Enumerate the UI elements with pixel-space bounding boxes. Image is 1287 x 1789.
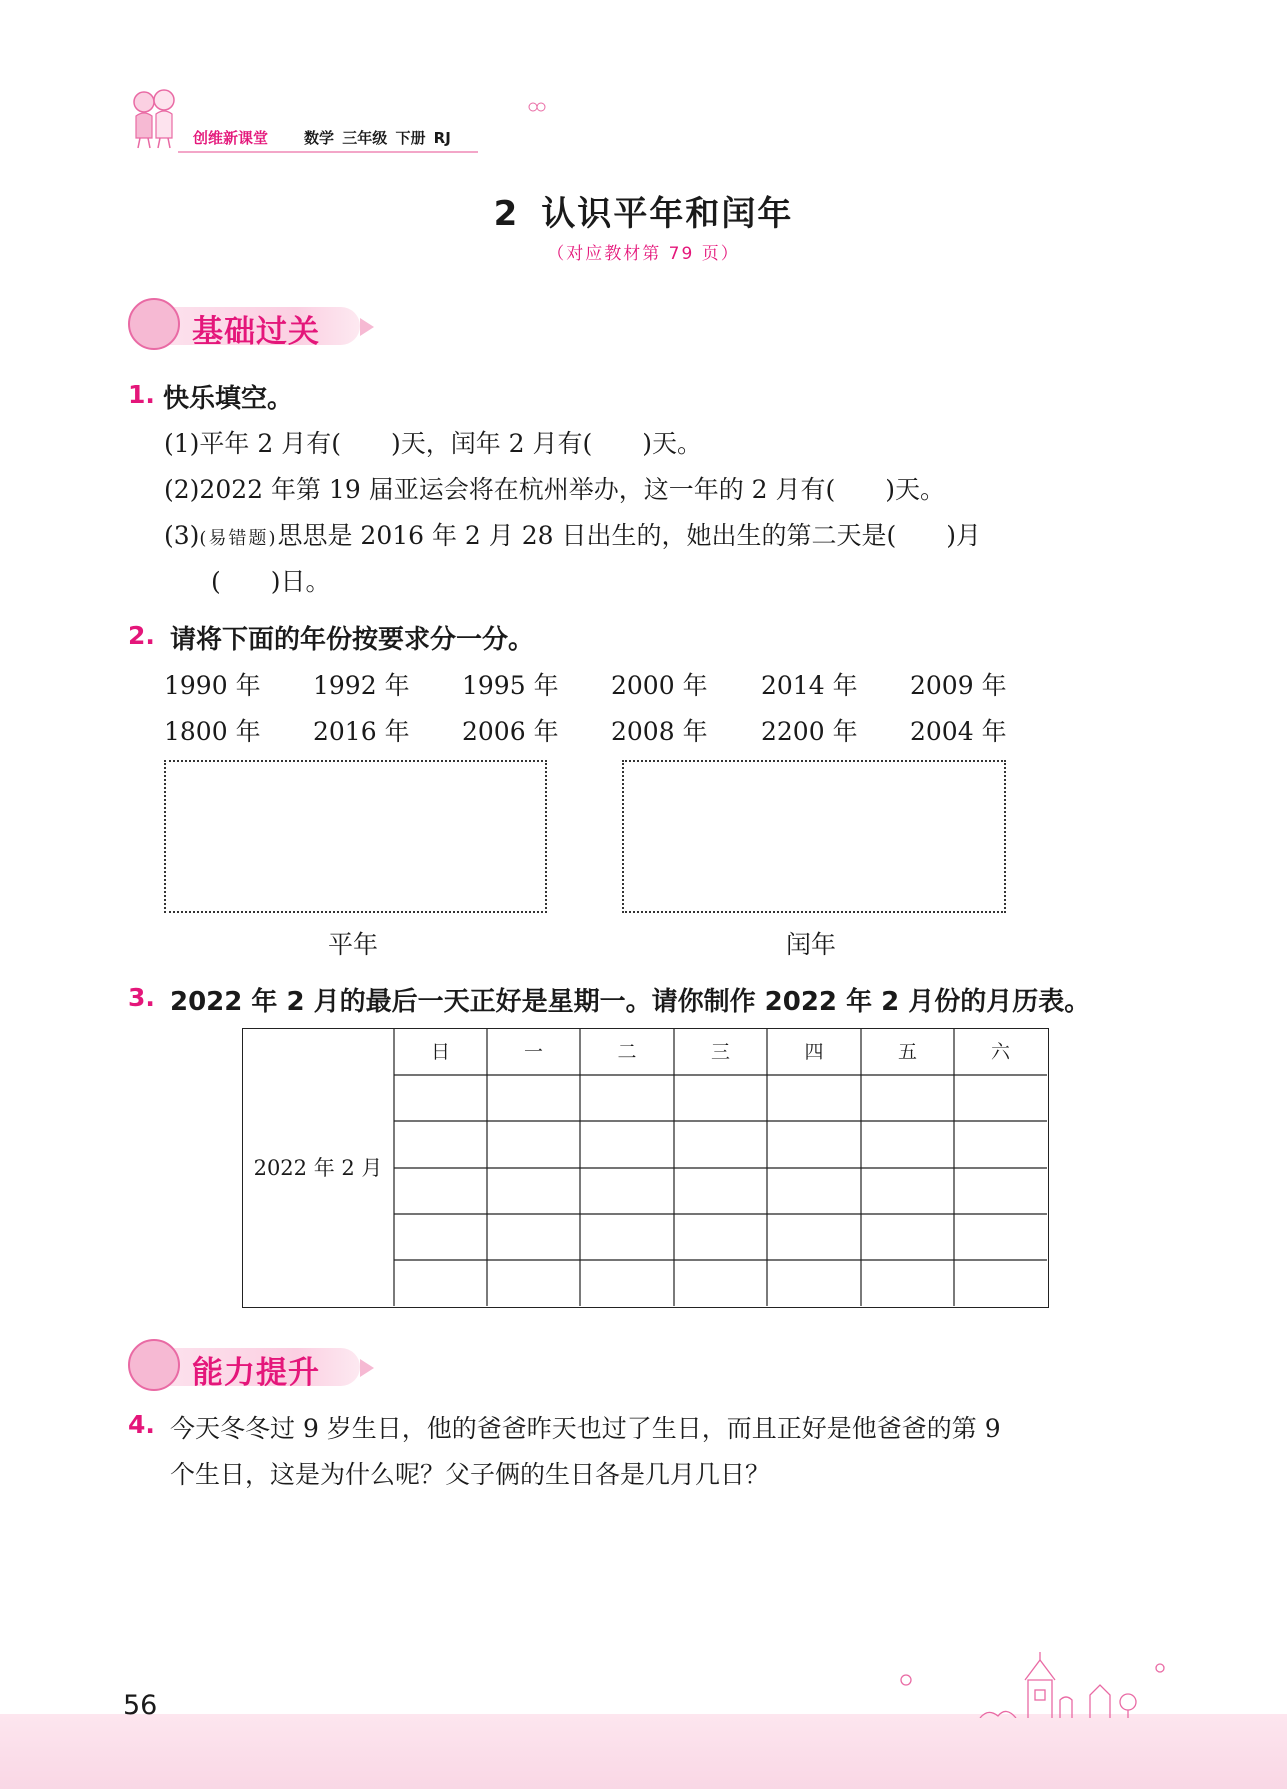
question-line: (3)(易错题)思思是 2016 年 2 月 28 日出生的，她出生的第二天是( )月: [164, 521, 981, 550]
year-item: 2008 年: [611, 717, 708, 746]
year-item: 2009 年: [910, 671, 1007, 700]
flower-icon: [527, 99, 547, 115]
year-item: 2200 年: [761, 717, 858, 746]
common-year-answer-box[interactable]: [164, 760, 547, 913]
year-item: 1995 年: [462, 671, 559, 700]
question-text: 请将下面的年份按要求分一分。: [170, 625, 535, 655]
weekday-header: 六: [990, 1041, 1010, 1063]
question-text: 2022 年 2 月的最后一天正好是星期一。请你制作 2022 年 2 月份的月历表。: [170, 987, 1091, 1017]
question-number: 4.: [128, 1410, 155, 1439]
question-line: ( )日。: [211, 567, 331, 596]
kids-icon: [128, 298, 180, 350]
weekday-header: 三: [710, 1041, 730, 1063]
year-item: 2006 年: [462, 717, 559, 746]
cartoon-kids-icon: [128, 88, 180, 150]
section-banner-advance: 能力提升: [128, 1339, 368, 1389]
weekday-header: 四: [804, 1041, 824, 1063]
leap-year-answer-box[interactable]: [622, 760, 1006, 913]
textbook-reference: （对应教材第 79 页）: [547, 244, 740, 264]
footer-band: [0, 1714, 1287, 1789]
calendar-month-label: 2022 年 2 月: [253, 1156, 383, 1180]
page-title: 2 认识平年和闰年: [493, 194, 794, 234]
weekday-header: 五: [897, 1041, 917, 1063]
year-item: 1800 年: [164, 717, 261, 746]
error-prone-tag: (易错题): [199, 528, 278, 549]
section-banner-basic: 基础过关: [128, 298, 368, 348]
year-item: 2004 年: [910, 717, 1007, 746]
year-item: 2000 年: [611, 671, 708, 700]
year-item: 1990 年: [164, 671, 261, 700]
question-line: (2)2022 年第 19 届亚运会将在杭州举办，这一年的 2 月有( )天。: [164, 475, 945, 504]
question-line: (1)平年 2 月有( )天，闰年 2 月有( )天。: [164, 429, 703, 458]
header-underline: [178, 151, 478, 153]
weekday-header: 日: [430, 1041, 450, 1063]
question-number: 1.: [128, 380, 155, 409]
question-line: 今天冬冬过 9 岁生日，他的爸爸昨天也过了生日，而且正好是他爸爸的第 9: [170, 1414, 1001, 1443]
question-number: 2.: [128, 621, 155, 650]
leap-year-label: 闰年: [786, 930, 837, 959]
ribbon-tail-icon: [360, 1359, 374, 1377]
ribbon-tail-icon: [360, 318, 374, 336]
castle-scene-icon: [880, 1650, 1180, 1718]
year-item: 2016 年: [313, 717, 410, 746]
question-text: 快乐填空。: [163, 384, 294, 414]
question-line: 个生日，这是为什么呢？父子俩的生日各是几月几日？: [170, 1460, 771, 1489]
weekday-header: 一: [523, 1041, 543, 1063]
year-item: 2014 年: [761, 671, 858, 700]
brand-name: 创维新课堂: [193, 129, 269, 147]
weekday-header: 二: [617, 1041, 637, 1063]
question-number: 3.: [128, 983, 155, 1012]
book-info: 数学 三年级 下册 RJ: [304, 129, 451, 147]
common-year-label: 平年: [328, 930, 379, 959]
page-number: 56: [123, 1690, 158, 1721]
kids-icon: [128, 1339, 180, 1391]
year-item: 1992 年: [313, 671, 410, 700]
